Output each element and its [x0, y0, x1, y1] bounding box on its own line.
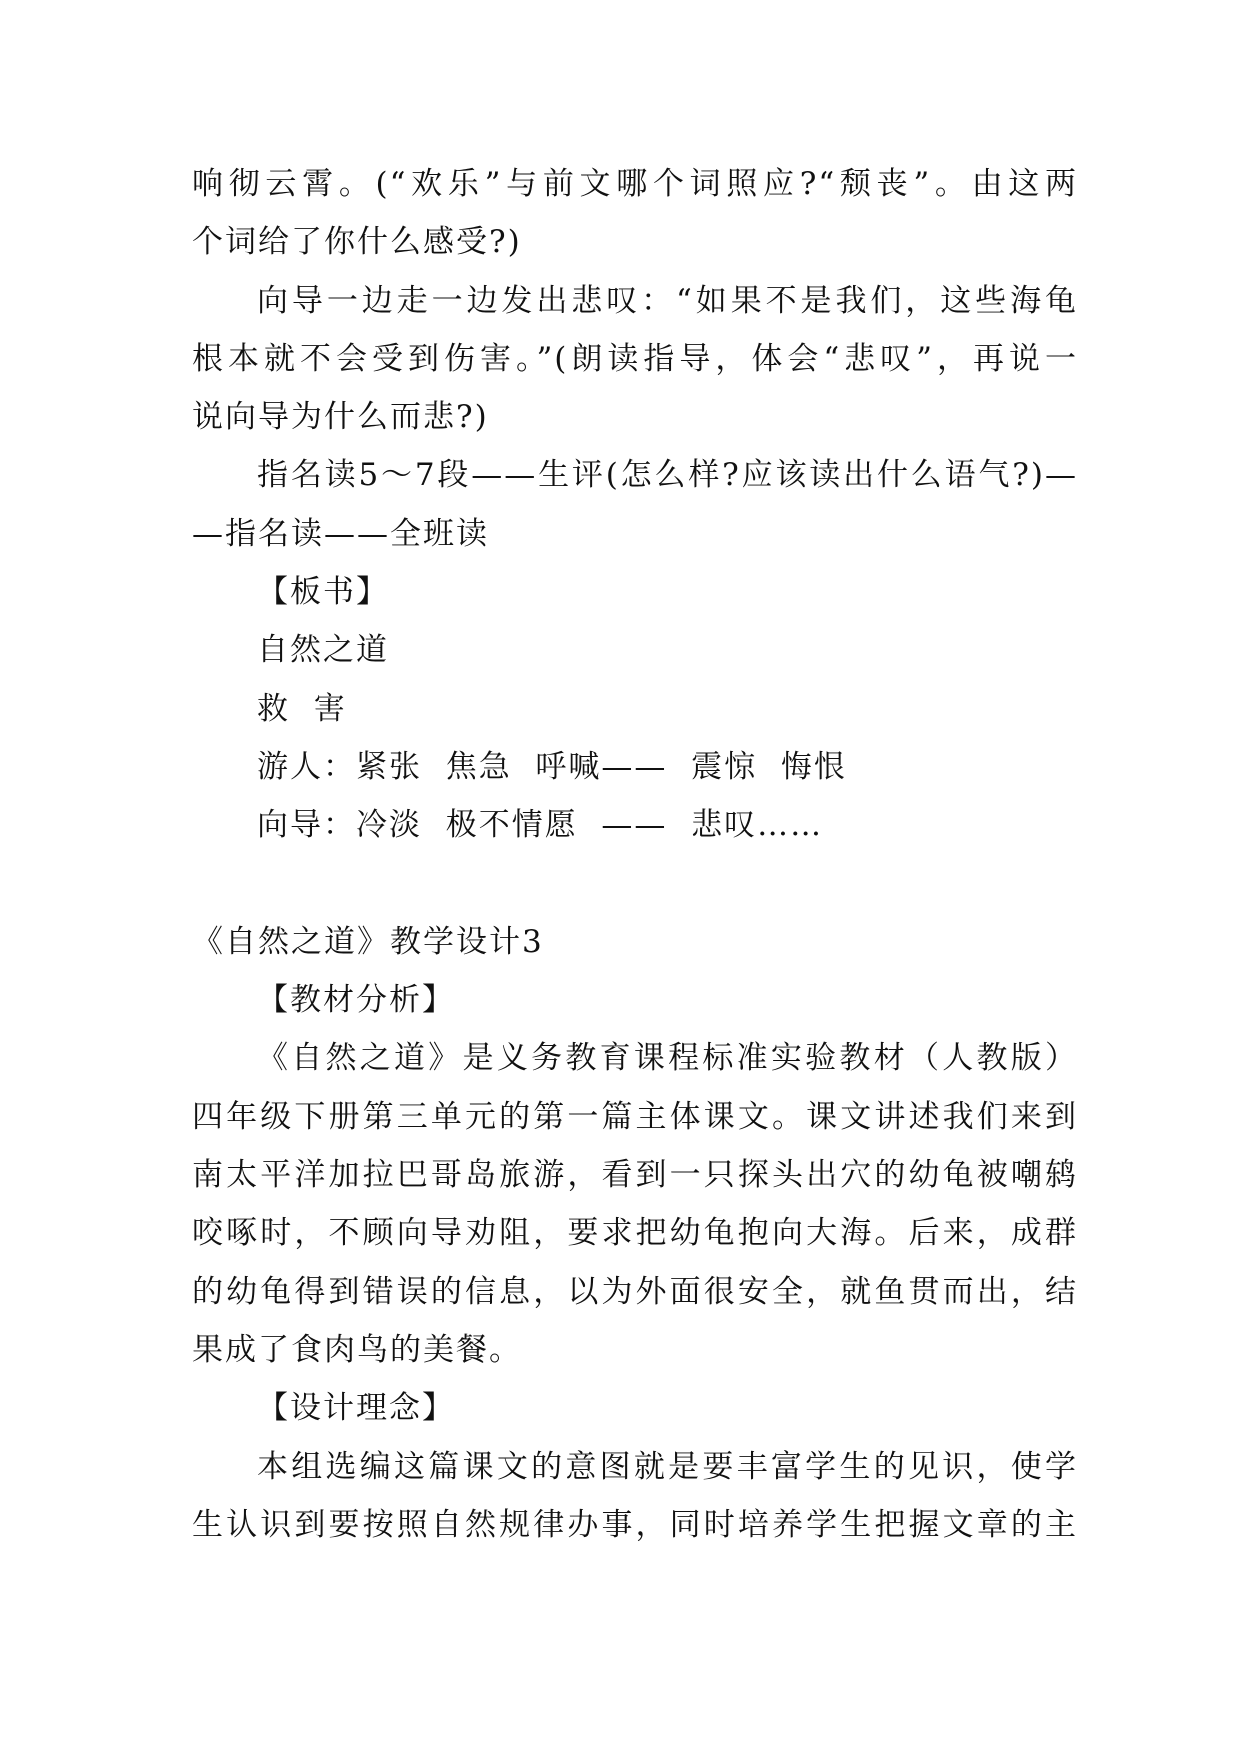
paragraph-line: 果成了食肉鸟的美餐。	[192, 1331, 522, 1368]
board-line: 游人：紧张 焦急 呼喊—— 震惊 悔恨	[257, 748, 847, 785]
blank-line	[192, 855, 1078, 913]
paragraph-line: 本组选编这篇课文的意图就是要丰富学生的见识，使学	[257, 1448, 1078, 1485]
paragraph-line: —指名读——全班读	[192, 515, 489, 552]
paragraph-line: 的幼龟得到错误的信息，以为外面很安全，就鱼贯而出，结	[192, 1273, 1078, 1310]
paragraph-line: 向导一边走一边发出悲叹：“如果不是我们，这些海龟	[257, 282, 1078, 319]
paragraph-line: 生认识到要按照自然规律办事，同时培养学生把握文章的主	[192, 1506, 1078, 1543]
document-page	[192, 155, 1078, 1554]
board-line: 自然之道	[257, 632, 389, 669]
paragraph-line: 咬啄时，不顾向导劝阻，要求把幼龟抱向大海。后来，成群	[192, 1215, 1078, 1252]
paragraph-line: 《自然之道》是义务教育课程标准实验教材（人教版）	[257, 1040, 1078, 1077]
section-title: 《自然之道》教学设计3	[192, 923, 544, 960]
paragraph-line: 说向导为什么而悲?)	[192, 399, 489, 436]
concept-heading: 【设计理念】	[257, 1390, 455, 1427]
board-heading: 【板书】	[257, 574, 389, 611]
analysis-heading: 【教材分析】	[257, 982, 455, 1019]
board-line: 向导：冷淡 极不情愿 —— 悲叹……	[257, 807, 824, 844]
paragraph-line: 四年级下册第三单元的第一篇主体课文。课文讲述我们来到	[192, 1098, 1078, 1135]
paragraph-line: 响彻云霄。(“欢乐”与前文哪个词照应?“颓丧”。由这两	[192, 166, 1078, 202]
paragraph-line: 根本就不会受到伤害。”(朗读指导，体会“悲叹”，再说一	[192, 340, 1078, 377]
board-line: 救 害	[257, 690, 347, 727]
paragraph-line: 南太平洋加拉巴哥岛旅游，看到一只探头出穴的幼龟被嘲鸫	[192, 1157, 1078, 1194]
paragraph-line: 个词给了你什么感受?)	[192, 224, 522, 261]
paragraph-line: 指名读5～7段——生评(怎么样?应该读出什么语气?)—	[257, 457, 1078, 494]
